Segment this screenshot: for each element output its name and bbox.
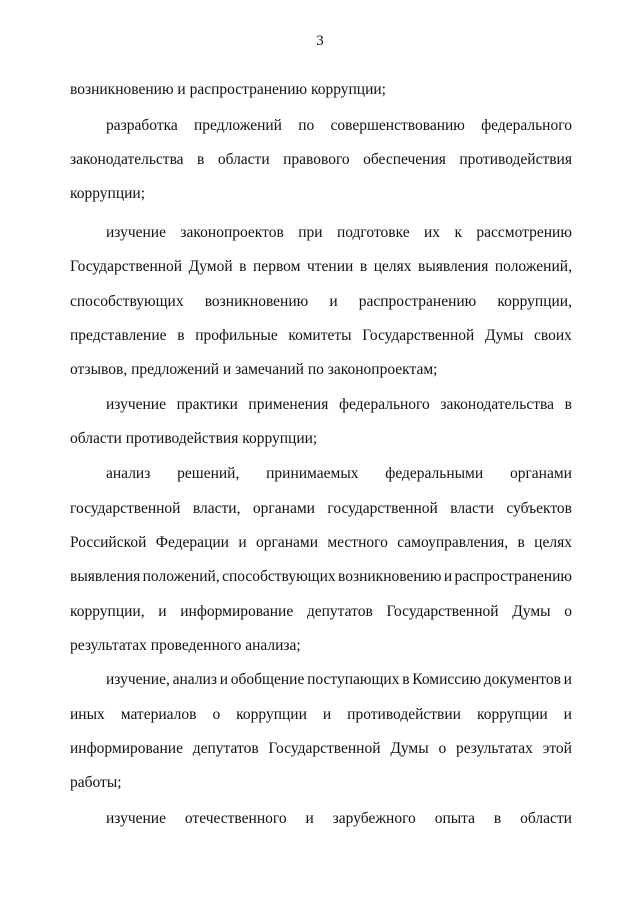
text-word: положений, bbox=[494, 258, 572, 275]
text-word: законопроектов bbox=[180, 224, 284, 241]
text-line: области противодействия коррупции; bbox=[70, 430, 318, 447]
text-word: федерального bbox=[481, 117, 572, 134]
text-line bbox=[70, 600, 572, 624]
text-word: распространению bbox=[454, 568, 572, 585]
text-word: противодействии bbox=[347, 706, 461, 723]
text-word: способствующих bbox=[222, 568, 336, 585]
text-word: целях bbox=[373, 258, 412, 275]
text-word: в bbox=[239, 258, 247, 275]
text-word: материалов bbox=[120, 706, 197, 723]
text-word: к bbox=[454, 224, 462, 241]
text-word: Государственной bbox=[268, 740, 381, 757]
text-word: совершенствованию bbox=[330, 117, 465, 134]
text-line: возникновению и распространению коррупции; bbox=[70, 81, 386, 98]
text-word: органами bbox=[509, 465, 572, 482]
text-word: рассмотрению bbox=[476, 224, 572, 241]
text-word: возникновению bbox=[204, 293, 309, 310]
text-word: депутатов bbox=[192, 740, 259, 757]
text-word: целях bbox=[534, 534, 572, 551]
text-line bbox=[106, 393, 572, 417]
text-word: области bbox=[520, 810, 572, 827]
text-line bbox=[106, 114, 572, 138]
text-word: законодательства bbox=[70, 151, 184, 168]
text-word: Думы bbox=[390, 740, 429, 757]
text-word: практики bbox=[176, 396, 238, 413]
text-word: информирование bbox=[180, 603, 294, 620]
text-word: Думой bbox=[188, 258, 233, 275]
text-word: федеральными bbox=[385, 465, 484, 482]
text-line bbox=[70, 255, 572, 279]
text-line bbox=[106, 221, 572, 245]
text-word: Комиссию bbox=[412, 671, 482, 688]
text-word: анализ bbox=[106, 465, 151, 482]
text-word: комитеты bbox=[288, 327, 352, 344]
text-word: представление bbox=[70, 327, 167, 344]
text-word: органами bbox=[255, 534, 318, 551]
text-line bbox=[70, 497, 572, 521]
text-word: способствующих bbox=[70, 293, 184, 310]
text-word: государственной bbox=[327, 500, 438, 517]
text-word: отечественного bbox=[184, 810, 287, 827]
page-number: 3 bbox=[316, 33, 324, 49]
text-word: подготовке bbox=[336, 224, 410, 241]
text-word: документов bbox=[483, 671, 561, 688]
text-word: анализ bbox=[172, 671, 217, 688]
text-line: отзывов, предложений и замечаний по законопроектам; bbox=[70, 361, 438, 378]
text-word: принимаемых bbox=[266, 465, 359, 482]
text-word: и bbox=[158, 603, 167, 620]
text-word: власти, bbox=[192, 500, 241, 517]
text-word: Федерации bbox=[155, 534, 229, 551]
text-word: Думы bbox=[512, 603, 551, 620]
text-word: информирование bbox=[70, 740, 183, 757]
text-word: выявления bbox=[418, 258, 489, 275]
text-word: положений, bbox=[142, 568, 220, 585]
text-line bbox=[70, 148, 572, 172]
text-word: самоуправления, bbox=[397, 534, 509, 551]
text-word: коррупции bbox=[476, 706, 548, 723]
text-word: и bbox=[219, 671, 229, 688]
text-word: зарубежного bbox=[332, 810, 416, 827]
text-word: и bbox=[443, 568, 453, 585]
text-word: предложений bbox=[194, 117, 282, 134]
text-word: первом bbox=[253, 258, 301, 275]
text-word: Государственной bbox=[386, 603, 499, 620]
text-line bbox=[70, 737, 572, 761]
text-word: по bbox=[298, 117, 315, 134]
text-word: депутатов bbox=[306, 603, 373, 620]
text-word: разработка bbox=[106, 117, 178, 134]
text-word: их bbox=[424, 224, 441, 241]
text-word: в bbox=[517, 534, 525, 551]
text-line: работы; bbox=[70, 774, 122, 791]
text-word: Государственной bbox=[362, 327, 475, 344]
text-line bbox=[106, 668, 572, 692]
text-word: в bbox=[359, 258, 368, 275]
text-word: и bbox=[238, 534, 247, 551]
text-word: и bbox=[322, 706, 332, 723]
text-word: этой bbox=[542, 740, 572, 757]
text-line bbox=[70, 703, 572, 727]
text-line bbox=[106, 807, 572, 831]
text-line: результатах проведенного анализа; bbox=[70, 637, 301, 654]
text-word: и bbox=[563, 671, 572, 688]
text-word: коррупции bbox=[236, 706, 307, 723]
text-line bbox=[70, 531, 572, 555]
text-word: распространению bbox=[358, 293, 477, 310]
text-word: Государственной bbox=[70, 258, 183, 275]
text-word: Думы bbox=[485, 327, 524, 344]
text-word: изучение bbox=[106, 224, 166, 241]
text-word: коррупции, bbox=[497, 293, 572, 310]
text-word: законодательства bbox=[440, 396, 554, 413]
text-word: в bbox=[564, 396, 572, 413]
text-word: в bbox=[493, 810, 502, 827]
text-word: субъектов bbox=[506, 500, 572, 517]
text-word: и bbox=[563, 706, 572, 723]
text-word: выявления bbox=[70, 568, 141, 585]
text-word: коррупции, bbox=[70, 603, 145, 620]
text-line bbox=[70, 565, 572, 589]
text-word: Российской bbox=[70, 534, 147, 551]
text-word: правового bbox=[283, 151, 350, 168]
text-word: изучение bbox=[106, 396, 166, 413]
text-word: о bbox=[438, 740, 447, 757]
text-word: результатах bbox=[455, 740, 533, 757]
text-word: органами bbox=[252, 500, 315, 517]
text-word: поступающих bbox=[307, 671, 400, 688]
text-word: своих bbox=[534, 327, 572, 344]
text-word: о bbox=[212, 706, 221, 723]
text-line: коррупции; bbox=[70, 185, 146, 202]
text-word: обобщение bbox=[230, 671, 305, 688]
text-word: опыта bbox=[434, 810, 476, 827]
text-word: и bbox=[305, 810, 314, 827]
text-word: государственной bbox=[70, 500, 181, 517]
text-word: при bbox=[298, 224, 323, 241]
text-word: в bbox=[197, 151, 205, 168]
text-line bbox=[70, 324, 572, 348]
text-word: профильные bbox=[195, 327, 278, 344]
text-word: о bbox=[564, 603, 572, 620]
text-word: возникновению bbox=[337, 568, 442, 585]
text-line bbox=[106, 462, 572, 486]
text-word: местного bbox=[327, 534, 388, 551]
text-word: федерального bbox=[338, 396, 430, 413]
text-word: обеспечения bbox=[363, 151, 446, 168]
text-word: области bbox=[217, 151, 270, 168]
text-word: применения bbox=[248, 396, 329, 413]
text-word: в bbox=[402, 671, 410, 688]
text-word: власти bbox=[450, 500, 494, 517]
text-word: в bbox=[177, 327, 185, 344]
text-word: противодействия bbox=[459, 151, 572, 168]
text-word: чтении bbox=[306, 258, 354, 275]
text-line bbox=[70, 290, 572, 314]
text-word: иных bbox=[70, 706, 105, 723]
text-word: и bbox=[329, 293, 338, 310]
text-word: изучение bbox=[106, 810, 166, 827]
text-word: решений, bbox=[177, 465, 240, 482]
text-word: изучение, bbox=[106, 671, 170, 688]
